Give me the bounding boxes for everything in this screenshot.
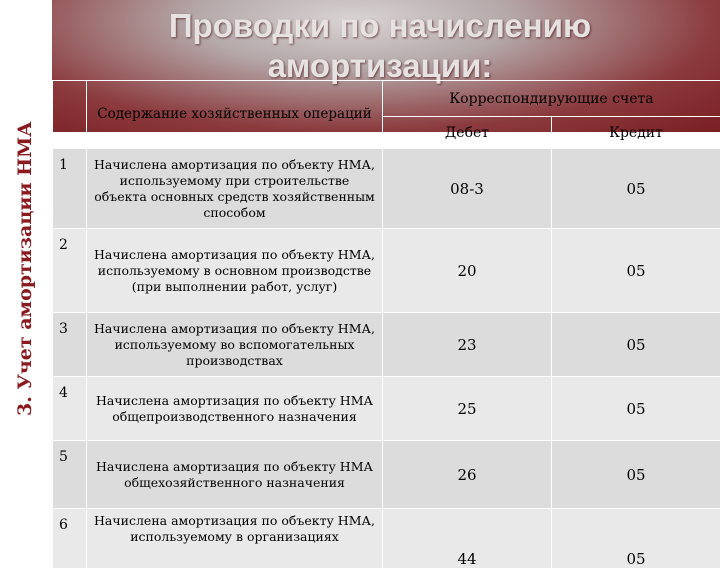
table-row xyxy=(53,229,720,313)
header-row xyxy=(53,81,720,117)
table-row xyxy=(53,441,720,509)
row-description: Начислена амортизация по объекту НМА, используемому во вспомогательных производствах xyxy=(87,313,383,377)
row-debit: 23 xyxy=(383,313,552,377)
header-debit: Дебет xyxy=(383,117,552,149)
row-description: Начислена амортизация по объекту НМА, используемому в организациях xyxy=(87,509,383,569)
row-description: Начислена амортизация по объекту НМА общехозяйственного назначения xyxy=(87,441,383,509)
row-number: 2 xyxy=(53,229,87,313)
row-description: Начислена амортизация по объекту НМА общепроизводственного назначения xyxy=(87,377,383,441)
row-debit: 44 xyxy=(383,509,552,569)
entries-table xyxy=(52,80,720,569)
row-debit: 08-3 xyxy=(383,149,552,229)
header-corr-accounts: Корреспондирующие счета xyxy=(383,81,720,117)
row-debit: 26 xyxy=(383,441,552,509)
row-credit: 05 xyxy=(552,149,720,229)
header-operation: Содержание хозяйственных операций xyxy=(87,81,383,149)
row-credit: 05 xyxy=(552,377,720,441)
row-number: 1 xyxy=(53,149,87,229)
table-row xyxy=(53,149,720,229)
row-number: 3 xyxy=(53,313,87,377)
row-debit: 25 xyxy=(383,377,552,441)
header-credit: Кредит xyxy=(552,117,720,149)
header-num-cell xyxy=(53,81,87,149)
table-row xyxy=(53,377,720,441)
row-description: Начислена амортизация по объекту НМА, используемому при строительстве объекта основных средств хозяйственным способом xyxy=(87,149,383,229)
row-debit: 20 xyxy=(383,229,552,313)
page-title: Проводки по начислению амортизации: xyxy=(100,6,660,86)
row-description: Начислена амортизация по объекту НМА, используемому в основном производстве (при выполнении работ, услуг) xyxy=(87,229,383,313)
table-row xyxy=(53,313,720,377)
row-credit: 05 xyxy=(552,441,720,509)
side-title-text: 3. Учет амортизации НМА xyxy=(14,26,36,416)
row-number: 4 xyxy=(53,377,87,441)
side-title xyxy=(0,0,52,440)
row-credit: 05 xyxy=(552,509,720,569)
row-credit: 05 xyxy=(552,229,720,313)
row-number: 5 xyxy=(53,441,87,509)
row-credit: 05 xyxy=(552,313,720,377)
table-row xyxy=(53,509,720,569)
row-number: 6 xyxy=(53,509,87,569)
